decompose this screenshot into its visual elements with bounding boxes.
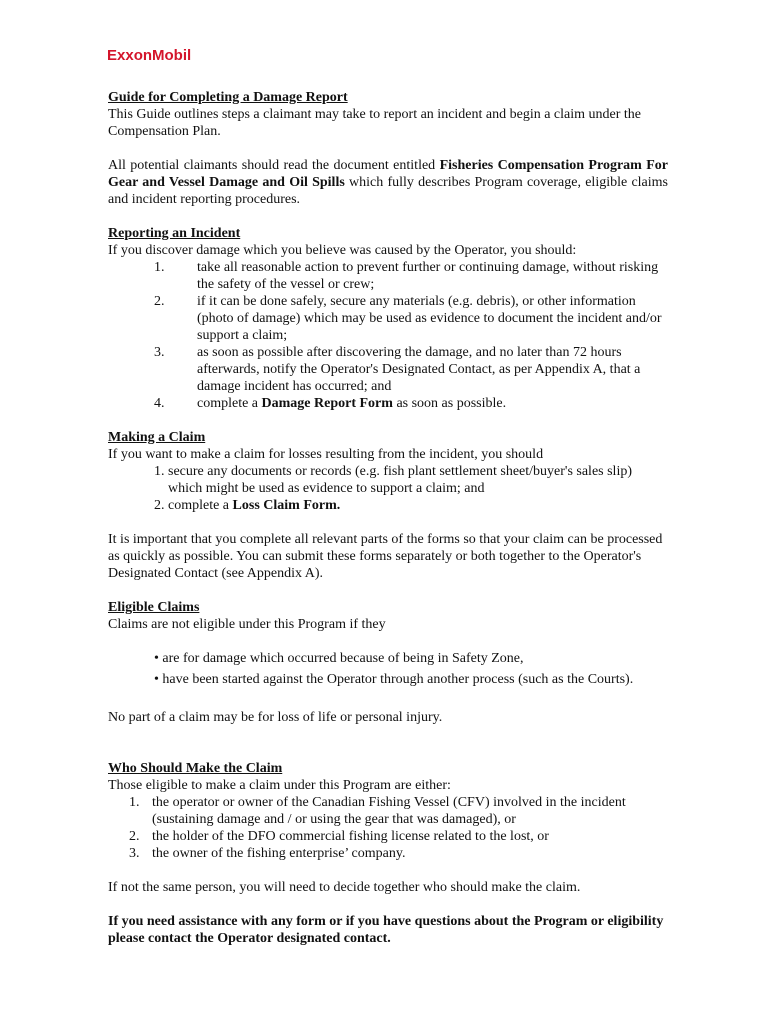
assistance-note: If you need assistance with any form or if you have questions about the Program or eligibility please contact the Operator designated contact. [108, 914, 664, 946]
reporting-steps [108, 259, 668, 412]
list-item: 2. the holder of the DFO commercial fishing license related to the lost, or [129, 829, 549, 844]
exxonmobil-logo: ExxonMobil [107, 47, 192, 64]
list-item: 1. take all reasonable action to prevent further or continuing damage, without risking the safety of the vessel or crew; [154, 260, 659, 292]
eligible-lead: Claims are not eligible under this Program if they [108, 617, 386, 632]
document-body [108, 89, 668, 947]
list-item: 1. secure any documents or records (e.g. fish plant settlement sheet/buyer's sales slip) which might be used as evidence to support a claim; and [154, 464, 632, 496]
list-item: 1. the operator or owner of the Canadian Fishing Vessel (CFV) involved in the incident (sustaining damage and / or using the gear that was damaged), or [129, 795, 626, 827]
who-heading: Who Should Make the Claim [108, 761, 283, 776]
guide-intro: This Guide outlines steps a claimant may take to report an incident and begin a claim under the Compensation Plan. [108, 107, 642, 139]
reporting-heading: Reporting an Incident [108, 226, 241, 241]
list-item: 2. complete a Loss Claim Form. [154, 498, 341, 513]
guide-title: Guide for Completing a Damage Report [108, 90, 348, 105]
list-item: • have been started against the Operator through another process (such as the Courts). [154, 672, 634, 687]
list-item: 3. the owner of the fishing enterprise’ company. [129, 846, 406, 861]
making-claim-heading: Making a Claim [108, 430, 206, 445]
damage-report-form-ref: Damage Report Form [261, 396, 393, 411]
who-lead: Those eligible to make a claim under this Program are either: [108, 778, 451, 793]
guide-read-note: All potential claimants should read the document entitled Fisheries Compensation Program For Gear and Vessel Damage and Oil Spills which fully describes Program coverage, eligible claims and incident reporting procedures. [108, 158, 669, 207]
reporting-lead: If you discover damage which you believe was caused by the Operator, you should: [108, 243, 577, 258]
list-item: 3. as soon as possible after discovering the damage, and no later than 72 hours afterwards, notify the Operator's Designated Contact, as per Appendix A, that a damage incident has occurred; and [154, 345, 641, 394]
important-note: It is important that you complete all relevant parts of the forms so that your claim can be processed as quickly as possible. You can submit these forms separately or both together to the Operator's Designated Contact (see Appendix A). [108, 532, 663, 581]
list-item: • are for damage which occurred because of being in Safety Zone, [154, 651, 524, 666]
ineligible-list [108, 650, 668, 688]
loss-claim-form-ref: Loss Claim Form. [232, 498, 341, 513]
eligible-heading: Eligible Claims [108, 600, 200, 615]
program-document-title: Fisheries Compensation Program For Gear and Vessel Damage and Oil Spills [108, 158, 669, 190]
injury-note: No part of a claim may be for loss of life or personal injury. [108, 710, 443, 725]
who-list [108, 794, 668, 862]
list-item: 4. complete a Damage Report Form as soon as possible. [154, 396, 507, 411]
list-item: 2. if it can be done safely, secure any materials (e.g. debris), or other information (photo of damage) which may be used as evidence to document the incident and/or support a claim; [154, 294, 662, 343]
making-claim-steps [108, 463, 668, 514]
who-note: If not the same person, you will need to decide together who should make the claim. [108, 880, 581, 895]
making-claim-lead: If you want to make a claim for losses resulting from the incident, you should [108, 447, 544, 462]
